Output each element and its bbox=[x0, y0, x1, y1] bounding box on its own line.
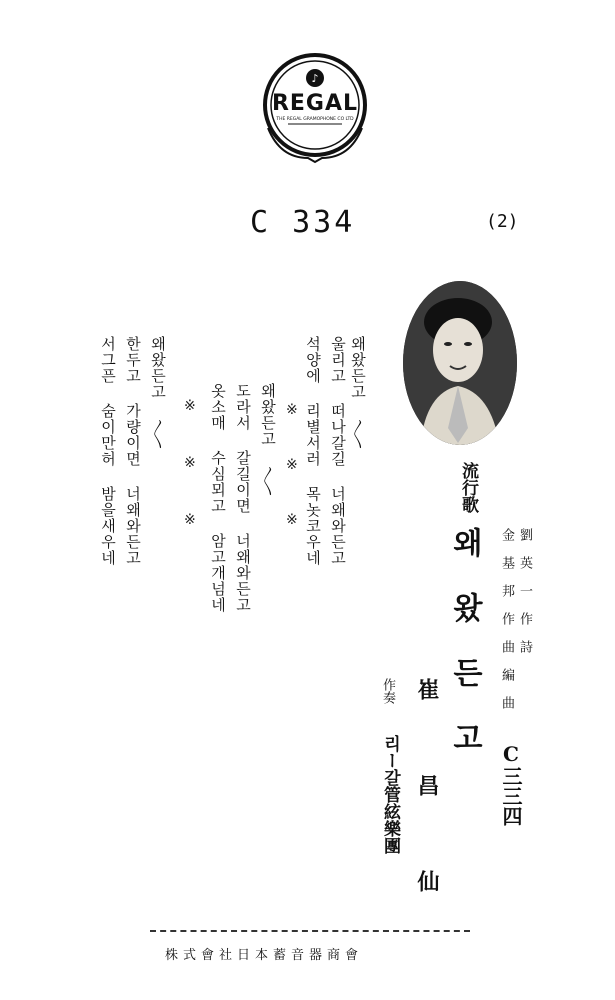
lyrics-v1-refrain: 왜왔든고 〱 bbox=[349, 336, 367, 450]
song-title: 왜 왔 든 고 bbox=[447, 527, 482, 752]
gramophone-icon bbox=[306, 69, 324, 87]
lyrics-v1-line2: 석양에 리별서러 목놋코우네 bbox=[304, 336, 322, 566]
repeat-mark: ※ bbox=[286, 402, 298, 418]
accompaniment-credit: 리ー갈管絃樂團 bbox=[380, 735, 400, 854]
singer-name: 崔 昌 仙 bbox=[414, 678, 440, 916]
lyrics-v3-refrain: 왜왔든고 〱 bbox=[149, 336, 167, 450]
genre-label: 流行歌 bbox=[458, 462, 478, 513]
repeat-mark: ※ bbox=[286, 457, 298, 473]
composer-credit: 金 基 邦 作 曲 編 曲 bbox=[499, 528, 514, 709]
repeat-mark: ※ bbox=[184, 455, 196, 471]
repeat-mark: ※ bbox=[184, 512, 196, 528]
lyricist-credit: 劉 英 一 作 詩 bbox=[517, 528, 532, 653]
lyrics-v1-line1: 울리고 떠나갈길 너왜와든고 bbox=[329, 336, 347, 566]
regal-logo bbox=[250, 50, 380, 165]
footer-divider bbox=[150, 930, 470, 932]
side-number: (2) bbox=[486, 211, 519, 232]
catalog-number: C 334 bbox=[250, 205, 356, 240]
repeat-mark: ※ bbox=[286, 512, 298, 528]
lyrics-v3-line1: 한두고 가량이면 너왜와든고 bbox=[124, 336, 142, 566]
svg-text:♪: ♪ bbox=[311, 72, 319, 85]
publisher-name: 株式會社日本蓄音器商會 bbox=[165, 948, 364, 963]
lyrics-v2-line2: 옷소매 수심뫼고 암고개넘네 bbox=[209, 383, 227, 613]
catalog-number-han: C三三四 bbox=[499, 742, 523, 826]
lyrics-v2-line1: 도라서 갈길이면 너왜와든고 bbox=[234, 383, 252, 613]
accompaniment-label: 作奏 bbox=[380, 678, 395, 704]
brand-name: REGAL bbox=[271, 91, 359, 116]
singer-portrait bbox=[400, 278, 520, 448]
brand-subtitle: THE REGAL GRAMOPHONE CO LTD bbox=[276, 117, 354, 122]
lyrics-v2-refrain: 왜왔든고 〱 bbox=[259, 383, 277, 497]
lyrics-v3-line2: 서그픈 숨이만허 밤을새우네 bbox=[99, 336, 117, 566]
repeat-mark: ※ bbox=[184, 398, 196, 414]
